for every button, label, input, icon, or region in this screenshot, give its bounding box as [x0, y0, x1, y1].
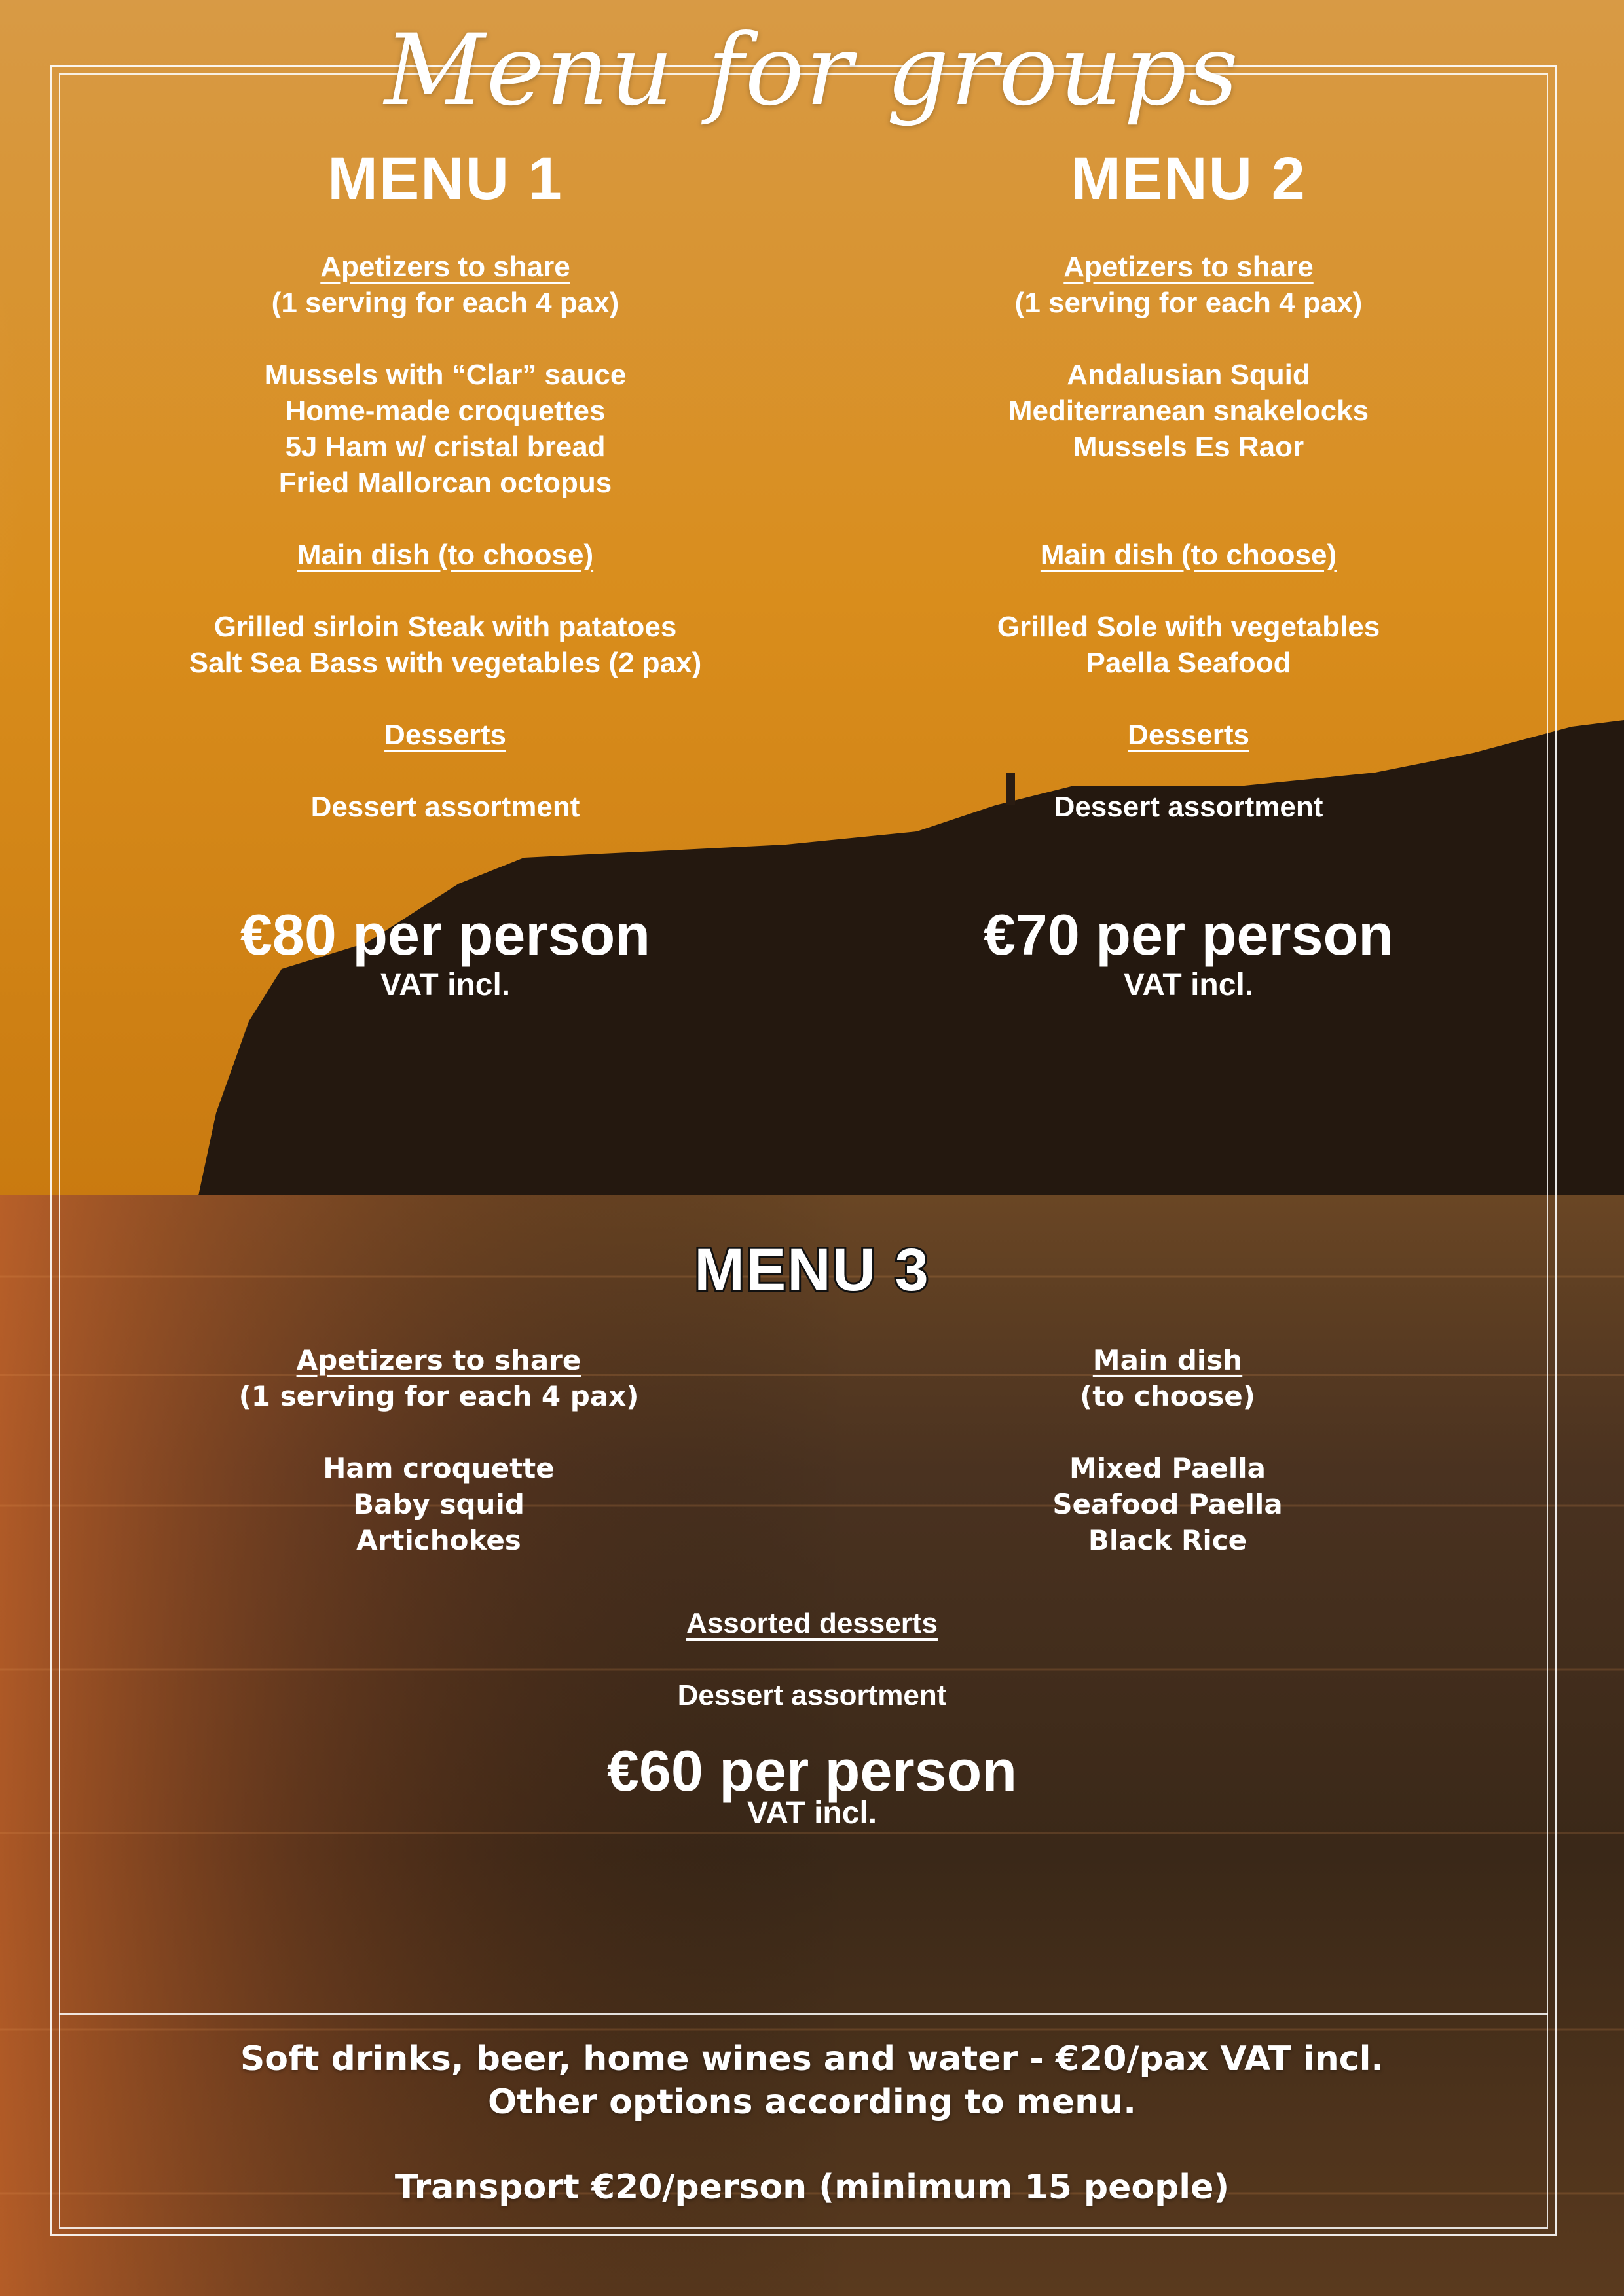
menu-3-title: MENU 3 [694, 1237, 930, 1303]
menu-1-desserts-heading: Desserts [384, 719, 506, 751]
menu-3-main-item: Seafood Paella [1052, 1488, 1283, 1520]
menu-3-apetizer-item: Ham croquette [323, 1452, 555, 1484]
menu-1-main-heading: Main dish (to choose) [297, 539, 594, 571]
menu-1-main-item: Salt Sea Bass with vegetables (2 pax) [189, 647, 702, 679]
menu-3-vat: VAT incl. [747, 1796, 877, 1831]
footer-divider [59, 2013, 1548, 2015]
menu-3-apetizers-heading: Apetizers to share [296, 1344, 581, 1376]
menu-1-dessert-item: Dessert assortment [310, 791, 580, 823]
menu-2-vat: VAT incl. [1123, 968, 1254, 1002]
menu-3-price: €60 per person [606, 1738, 1018, 1803]
menu-1-apetizer-item: 5J Ham w/ cristal bread [285, 431, 606, 463]
menu-3-dessert-item: Dessert assortment [677, 1679, 947, 1711]
menu-1-apetizer-item: Mussels with “Clar” sauce [264, 359, 627, 391]
menu-3-main-heading: Main dish [1092, 1344, 1243, 1376]
menu-1-title: MENU 1 [327, 145, 563, 212]
menu-1-apetizer-item: Fried Mallorcan octopus [278, 467, 612, 499]
menu-2-main-heading: Main dish (to choose) [1040, 539, 1337, 571]
menu-3-apetizer-item: Artichokes [356, 1524, 521, 1556]
menu-3-desserts-heading: Assorted desserts [686, 1607, 938, 1639]
menu-3-main-column [840, 1342, 1495, 1558]
footer-drinks: Soft drinks, beer, home wines and water - €20/pax VAT incl. [240, 2039, 1384, 2079]
menu-2-apetizer-item: Andalusian Squid [1067, 359, 1310, 391]
menu-1-price: €80 per person [240, 902, 651, 967]
menu-1-apetizer-item: Home-made croquettes [285, 395, 606, 427]
menu-3-serving-note: (1 serving for each 4 pax) [238, 1380, 639, 1412]
menu-3-main-note: (to choose) [1080, 1380, 1255, 1412]
menu-2-serving-note: (1 serving for each 4 pax) [1014, 287, 1363, 319]
menu-3-apetizer-item: Baby squid [353, 1488, 525, 1520]
footer-transport: Transport €20/person (minimum 15 people) [394, 2168, 1230, 2207]
menu-3-desserts-block [0, 1605, 1624, 1832]
menu-2-desserts-heading: Desserts [1128, 719, 1249, 751]
menu-1-column [118, 143, 773, 1004]
menu-2-price: €70 per person [983, 902, 1394, 967]
menu-3-main-item: Mixed Paella [1069, 1452, 1266, 1484]
menu-2-apetizer-item: Mussels Es Raor [1073, 431, 1304, 463]
menu-1-serving-note: (1 serving for each 4 pax) [271, 287, 619, 319]
menu-2-apetizers-heading: Apetizers to share [1063, 251, 1314, 283]
footer-options: Other options according to menu. [488, 2083, 1136, 2122]
menu-2-dessert-item: Dessert assortment [1054, 791, 1323, 823]
menu-3-header [0, 1234, 1624, 1306]
menu-2-column [861, 143, 1516, 1004]
menu-2-main-item: Paella Seafood [1086, 647, 1291, 679]
menu-1-apetizers-heading: Apetizers to share [320, 251, 570, 283]
menu-3-main-item: Black Rice [1088, 1524, 1247, 1556]
menu-2-apetizer-item: Mediterranean snakelocks [1008, 395, 1369, 427]
menu-1-main-item: Grilled sirloin Steak with patatoes [213, 611, 677, 643]
menu-2-title: MENU 2 [1071, 145, 1306, 212]
menu-1-vat: VAT incl. [380, 968, 511, 1002]
page-title: Menu for groups [384, 14, 1240, 128]
menu-2-main-item: Grilled Sole with vegetables [997, 611, 1380, 643]
menu-3-apetizers-column [111, 1342, 766, 1558]
